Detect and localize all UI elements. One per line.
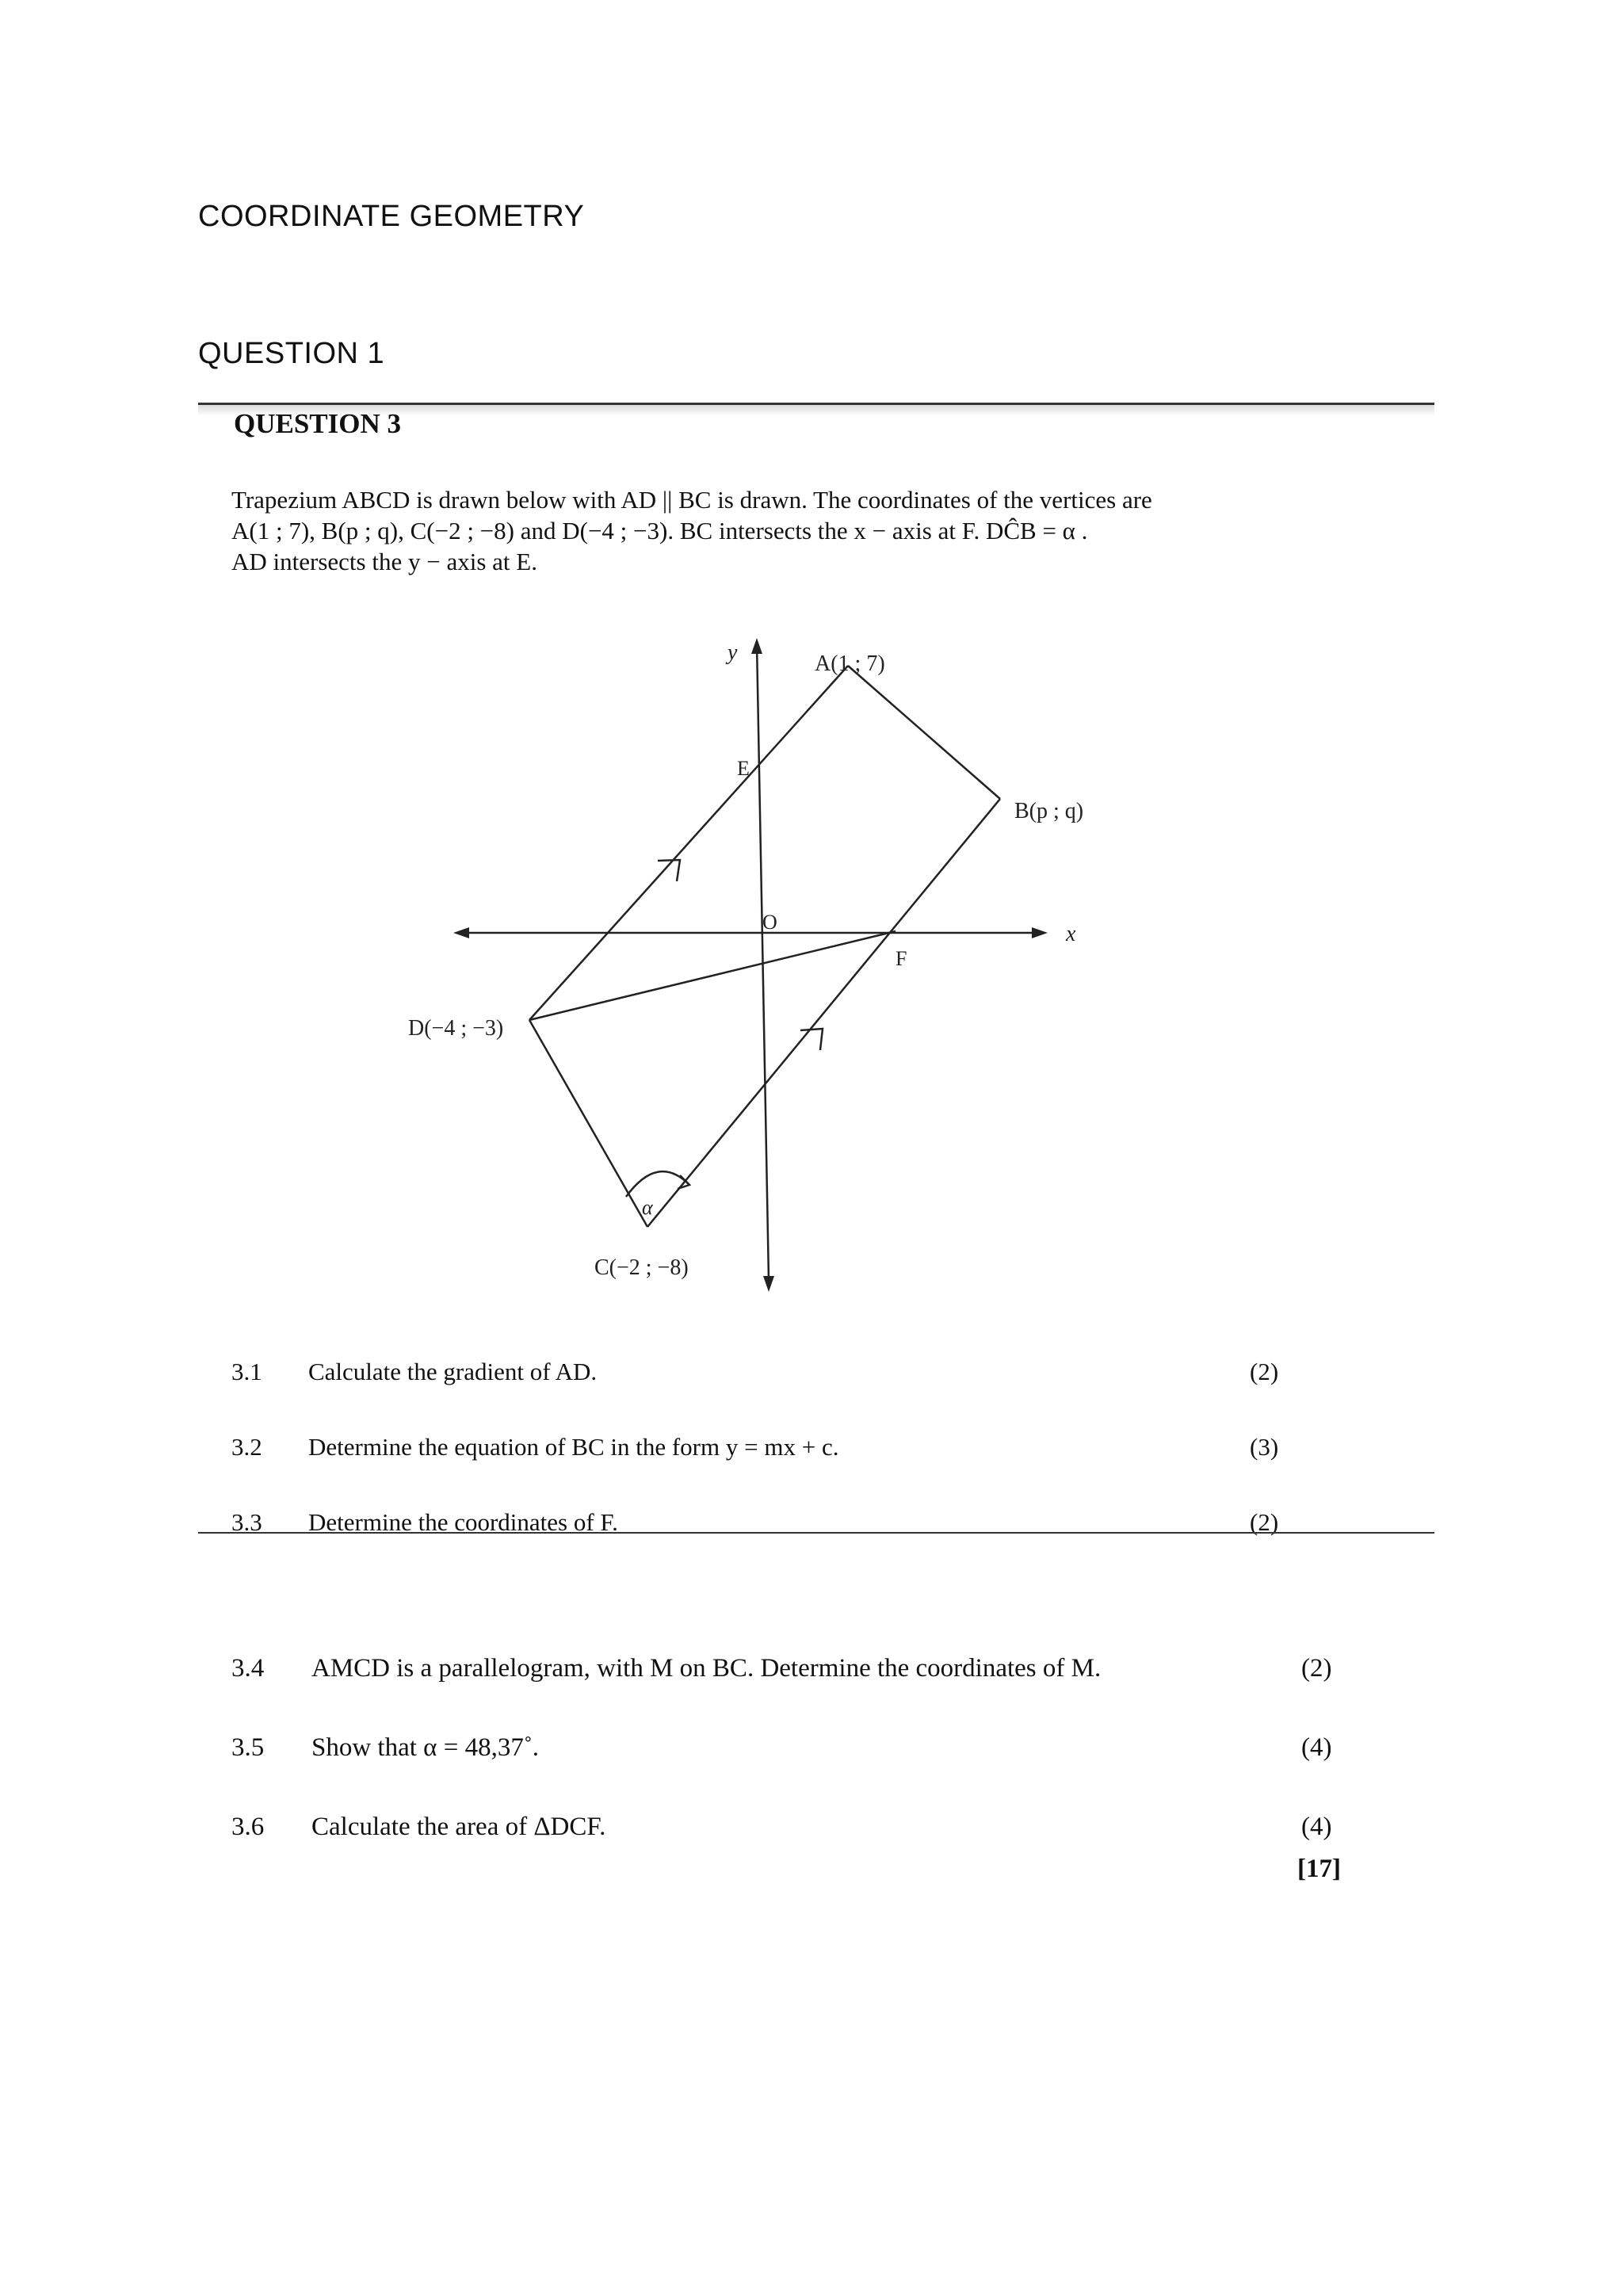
x-axis-label: x [1066,922,1076,946]
item-3-5-text: Show that α = 48,37˚. [311,1733,540,1762]
item-3-4-marks: (2) [1301,1654,1332,1683]
item-3-4-text: AMCD is a parallelogram, with M on BC. Determine the coordinates of M. [311,1654,1102,1683]
vertex-label-C: C(−2 ; −8) [594,1255,689,1280]
total-marks: [17] [1297,1855,1341,1883]
question-3-heading: QUESTION 3 [234,408,402,439]
point-label-E: E [737,757,750,780]
alpha-angle-arc [626,1171,689,1197]
item-3-1-marks: (2) [1250,1358,1279,1385]
item-3-4-number: 3.4 [231,1654,265,1683]
item-3-1-number: 3.1 [231,1358,262,1385]
item-3-3-number: 3.3 [231,1508,262,1536]
item-3-2-number: 3.2 [231,1433,262,1461]
x-axis-arrow-left [453,927,469,938]
y-axis-label: y [727,640,738,665]
angle-label-alpha: α [642,1196,653,1219]
scan-bottom-rule [198,1532,1434,1534]
document-title: COORDINATE GEOMETRY [198,200,585,233]
side-AB [848,666,1000,799]
parallel-mark-BC [800,1029,823,1050]
intro-line-3: AD intersects the y − axis at E. [231,548,537,575]
x-axis-arrow-right [1032,927,1048,938]
vertex-label-A: A(1 ; 7) [815,651,885,676]
item-3-2-text: Determine the equation of BC in the form y = mx + c. [308,1433,839,1461]
item-3-3-text: Determine the coordinates of F. [308,1508,618,1536]
item-3-5-marks: (4) [1301,1733,1332,1762]
item-3-5-number: 3.5 [231,1733,265,1762]
y-axis-arrow-down [763,1276,774,1292]
intro-line-1: Trapezium ABCD is drawn below with AD || BC is drawn. The coordinates of the vertices are [231,486,1152,514]
point-label-F: F [896,947,907,970]
item-3-6-text: Calculate the area of ΔDCF. [311,1813,606,1841]
segment-DF [529,931,896,1020]
item-3-6-number: 3.6 [231,1813,265,1841]
item-3-6-marks: (4) [1301,1813,1332,1841]
item-3-3-marks: (2) [1250,1508,1279,1536]
vertex-label-B: B(p ; q) [1014,799,1084,823]
y-axis-arrow-up [751,638,762,654]
vertex-label-D: D(−4 ; −3) [408,1016,504,1041]
parallel-mark-AD [658,860,680,881]
side-DC [529,1020,647,1227]
side-AD [529,666,848,1020]
item-3-2-marks: (3) [1250,1433,1279,1461]
origin-label: O [762,911,777,934]
side-BC [647,799,1000,1227]
item-3-1-text: Calculate the gradient of AD. [308,1358,598,1385]
intro-line-2: A(1 ; 7), B(p ; q), C(−2 ; −8) and D(−4 ; −3). BC intersects the x − axis at F. DĈB = α . [231,517,1088,544]
question-1-heading: QUESTION 1 [198,337,385,370]
